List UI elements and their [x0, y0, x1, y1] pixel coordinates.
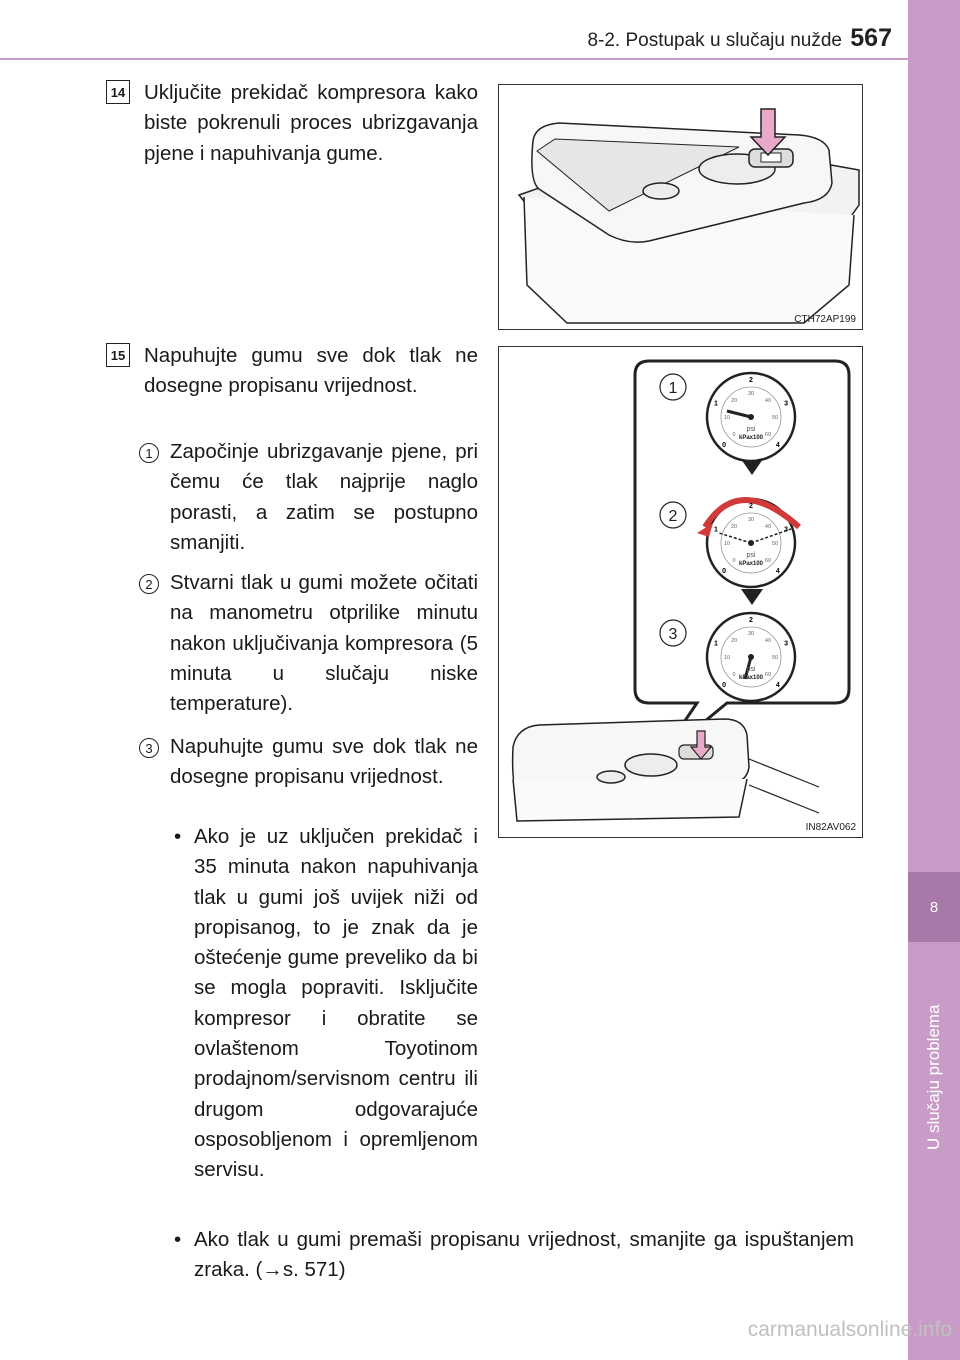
- gauge-tick-outer: 2: [749, 503, 753, 510]
- gauge-tick-inner: 20: [730, 524, 738, 531]
- substep-1-text: Započinje ubrizgavanje pjene, pri čemu će tlak najprije naglo porasti, a zatim se postupno smanjiti.: [170, 440, 478, 554]
- gauge-tick-outer: 4: [775, 441, 780, 449]
- gauge-tick-inner: 20: [730, 398, 738, 405]
- gauge-unit-label: psi: [746, 552, 756, 559]
- gauge-tick-outer: 3: [784, 400, 789, 408]
- figure-code: CTH72AP199: [794, 314, 856, 325]
- step-badge-14: 14: [106, 80, 130, 104]
- step-14-text: Uključite prekidač kompresora kako biste pokrenuli proces ubrizgavanja pjene i napuhivanja gume.: [144, 81, 478, 165]
- gauge-tick-inner: 50: [771, 541, 779, 547]
- chapter-number-tab[interactable]: 8: [908, 872, 960, 942]
- gauge-tick-outer: 3: [784, 640, 789, 648]
- substep-number-2: 2: [139, 574, 159, 594]
- gauge-tick-inner: 60: [764, 431, 772, 438]
- gauge-sequence-illustration: [499, 347, 862, 837]
- gauge-tick-outer: 4: [775, 567, 780, 575]
- substep-number-3: 3: [139, 738, 159, 758]
- callout-1: 1: [668, 380, 678, 397]
- gauge-tick-outer: 1: [713, 640, 718, 648]
- gauge-tick-inner: 60: [764, 557, 772, 564]
- compressor-illustration: [499, 85, 862, 329]
- gauge-tick-outer: 0: [722, 681, 727, 689]
- figure-code: IN82AV062: [805, 822, 856, 833]
- gauge-tick-outer: 1: [713, 526, 718, 534]
- step-15-text: Napuhujte gumu sve dok tlak ne dosegne propisanu vrijednost.: [144, 344, 478, 398]
- gauge-tick-outer: 3: [784, 526, 789, 534]
- compressor-switch-figure: [498, 84, 863, 330]
- watermark: carmanualsonline.info: [747, 1318, 952, 1341]
- substep-number-1: 1: [139, 443, 159, 463]
- section-title: 8-2. Postupak u slučaju nužde: [587, 30, 842, 51]
- gauge-tick-inner: 10: [723, 541, 731, 547]
- gauge-tick-outer: 2: [749, 377, 753, 384]
- gauge-unit-label: kPax100: [738, 675, 764, 681]
- gauge-1: [707, 373, 795, 461]
- gauge-unit-label: psi: [746, 666, 756, 673]
- gauge-tick-inner: 40: [764, 398, 772, 405]
- substep-2-text: Stvarni tlak u gumi možete očitati na manometru otprilike minutu nakon uključivanja kompresora (5 minuta u slučaju niske temperature).: [170, 571, 478, 716]
- gauge-tick-outer: 2: [749, 617, 753, 624]
- gauge-tick-inner: 10: [723, 655, 731, 661]
- gauge-tick-inner: 50: [771, 655, 779, 661]
- callout-3: 3: [668, 626, 678, 643]
- gauge-3: [707, 613, 795, 701]
- bullet-text-2: Ako tlak u gumi premaši propisanu vrijednost, smanjite ga ispuštanjem zraka. (→s. 571): [194, 1228, 854, 1282]
- pressure-gauge-figure: [498, 346, 863, 838]
- gauge-tick-inner: 0: [732, 431, 736, 438]
- gauge-tick-inner: 30: [747, 391, 755, 397]
- gauge-unit-label: kPax100: [738, 435, 764, 441]
- gauge-tick-inner: 60: [764, 671, 772, 678]
- header-rule: [0, 58, 908, 60]
- gauge-unit-label: psi: [746, 426, 756, 433]
- gauge-unit-label: kPax100: [738, 561, 764, 567]
- chapter-title-tab[interactable]: U slučaju problema: [924, 1004, 943, 1150]
- gauge-tick-outer: 0: [722, 441, 727, 449]
- bullet-marker: •: [174, 825, 182, 848]
- bullet-marker: •: [174, 1228, 182, 1251]
- gauge-tick-inner: 50: [771, 415, 779, 421]
- gauge-tick-inner: 10: [723, 415, 731, 421]
- substep-3-text: Napuhujte gumu sve dok tlak ne dosegne propisanu vrijednost.: [170, 735, 478, 789]
- chapter-sidebar: [908, 0, 960, 1360]
- gauge-tick-inner: 20: [730, 638, 738, 645]
- callout-2: 2: [668, 508, 678, 525]
- gauge-tick-inner: 40: [764, 638, 772, 645]
- bullet-text-1: Ako je uz uključen prekidač i 35 minuta nakon napuhivanja tlak u gumi još uvijek niži od propisanog, to je znak da je oštećenje gume preveliko da bi se mogla popraviti. Isključite kompresor i obratite se ovlaštenom Toyotinom prodajnom/servisnom centru ili drugom odgovarajuće osposobljenom i opremljenom servisu.: [194, 825, 478, 1182]
- gauge-tick-inner: 0: [732, 557, 736, 564]
- gauge-tick-inner: 40: [764, 524, 772, 531]
- step-badge-15: 15: [106, 343, 130, 367]
- gauge-tick-inner: 30: [747, 517, 755, 523]
- gauge-tick-outer: 0: [722, 567, 727, 575]
- gauge-tick-inner: 30: [747, 631, 755, 637]
- page-number: 567: [850, 24, 892, 52]
- gauge-tick-outer: 4: [775, 681, 780, 689]
- gauge-tick-inner: 0: [732, 671, 736, 678]
- gauge-tick-outer: 1: [713, 400, 718, 408]
